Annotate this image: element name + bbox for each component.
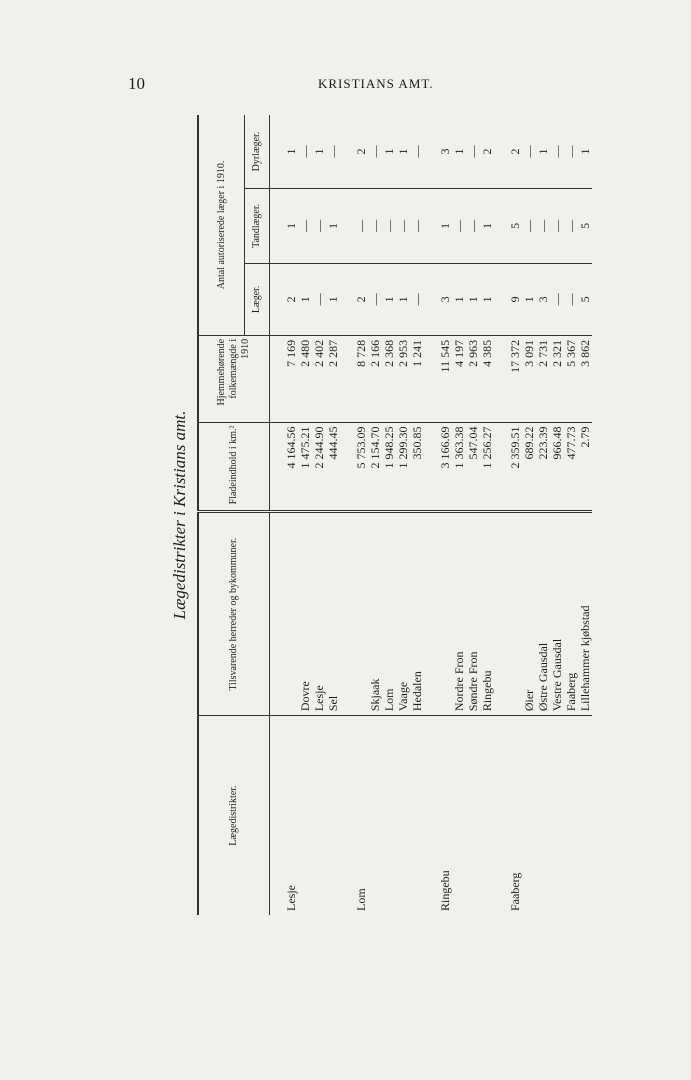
municipality-population: 2 321 [550,335,564,422]
row-district-blank [382,716,396,915]
municipality-veterinarians: 1 [536,148,550,155]
district-area: 3 166.69 [438,422,452,512]
row-district-blank [410,716,424,915]
row-district-blank [536,716,550,915]
spacer-row [340,115,354,915]
municipality-row [466,115,480,915]
col-area: Fladeindhold i km.² [198,422,270,512]
row-district-blank [312,716,326,915]
municipality-veterinarians: — [522,145,536,158]
municipality-dentists: — [522,189,536,264]
municipality-veterinarians: — [410,145,424,158]
row-district-blank [368,716,382,915]
municipality-physicians: 5 [578,263,592,335]
municipality-name: Dovre [298,512,312,716]
spacer-row [494,115,508,915]
district-dentists: 1 [438,189,452,264]
municipality-population: 2 953 [396,335,410,422]
district-population: 17 372 [508,335,522,422]
municipality-row [396,115,410,915]
municipality-name: Faaberg [564,512,578,716]
municipality-veterinarians: — [550,145,564,158]
district-area: 4 164.56 [284,422,298,512]
municipality-physicians: 3 [536,263,550,335]
municipality-physicians: — [410,263,424,335]
municipality-area: 547.04 [466,422,480,512]
district-total-row [354,115,368,915]
district-population: 11 545 [438,335,452,422]
municipality-physicians: 1 [466,263,480,335]
municipality-area: 444.45 [326,422,340,512]
col-physicians: Læger. [245,263,270,335]
municipality-area: 2.79 [578,422,592,512]
row-district-blank [452,716,466,915]
municipality-name: Hedalen [410,512,424,716]
municipality-name: Østre Gausdal [536,512,550,716]
municipality-name: Vestre Gausdal [550,512,564,716]
municipality-population: 1 241 [410,335,424,422]
municipality-veterinarians: — [564,145,578,158]
municipality-area: 2 244.90 [312,422,326,512]
row-district-blank [578,716,592,915]
doctors-table [197,115,633,915]
municipality-row [550,115,564,915]
municipality-row [326,115,340,915]
col-municipalities: Tilsvarende herreder og bykommuner. [198,512,270,716]
row-district-blank [480,716,494,915]
municipality-dentists: — [382,189,396,264]
municipality-dentists: 5 [578,189,592,264]
municipality-physicians: 1 [326,263,340,335]
district-physicians: 3 [438,263,452,335]
municipality-physicians: 1 [480,263,494,335]
spacer-row [424,115,438,915]
municipality-dentists: 1 [480,189,494,264]
district-name: Faaberg [508,872,522,911]
municipality-row [536,115,550,915]
district-veterinarians: 3 [438,148,452,155]
municipality-physicians: 1 [522,263,536,335]
municipality-veterinarians: 2 [480,148,494,155]
municipality-name: Lillehammer kjøbstad [578,512,592,716]
municipality-row [578,115,592,915]
col-population: Hjemmehørende folkemængde i 1910 [198,335,270,422]
district-total-row [438,115,452,915]
municipality-population: 3 091 [522,335,536,422]
municipality-name: Nordre Fron [452,512,466,716]
row-district-blank [466,716,480,915]
municipality-veterinarians: 1 [578,148,592,155]
row-district-blank [326,716,340,915]
municipality-area: 1 299.30 [396,422,410,512]
row-district-blank [396,716,410,915]
rotated-table-block [163,115,633,915]
municipality-population: 2 166 [368,335,382,422]
municipality-area: 223.39 [536,422,550,512]
municipality-area: 1 256.27 [480,422,494,512]
district-total-row [284,115,298,915]
municipality-row [312,115,326,915]
district-physicians: 9 [508,263,522,335]
district-population: 8 728 [354,335,368,422]
district-name: Lesje [284,885,298,911]
municipality-name: Skjaak [368,512,382,716]
page-number: 10 [128,74,145,93]
municipality-area: 966.48 [550,422,564,512]
table-body [270,115,593,915]
row-district-blank [298,716,312,915]
district-veterinarians: 2 [354,148,368,155]
district-municipality-blank [284,512,298,716]
municipality-physicians: 1 [396,263,410,335]
municipality-population: 2 731 [536,335,550,422]
municipality-population: 5 367 [564,335,578,422]
municipality-area: 1 948.25 [382,422,396,512]
municipality-population: 4 197 [452,335,466,422]
row-district-blank [564,716,578,915]
municipality-population: 3 862 [578,335,592,422]
municipality-row [382,115,396,915]
district-area: 5 753.09 [354,422,368,512]
municipality-veterinarians: 1 [452,148,466,155]
district-veterinarians: 1 [284,148,298,155]
municipality-dentists: — [410,189,424,264]
municipality-physicians: — [550,263,564,335]
district-dentists: 5 [508,189,522,264]
municipality-population: 2 368 [382,335,396,422]
municipality-physicians: 1 [298,263,312,335]
municipality-row [452,115,466,915]
municipality-dentists: — [452,189,466,264]
row-district-blank [522,716,536,915]
municipality-veterinarians: 1 [312,148,326,155]
district-municipality-blank [438,512,452,716]
district-dentists: 1 [284,189,298,264]
municipality-area: 2 154.70 [368,422,382,512]
municipality-area: 1 475.21 [298,422,312,512]
municipality-population: 2 963 [466,335,480,422]
district-physicians: 2 [354,263,368,335]
municipality-veterinarians: — [326,145,340,158]
col-doctors-group: Antal autoriserede læger i 1910. [198,115,245,335]
municipality-dentists: — [312,189,326,264]
municipality-population: 2 287 [326,335,340,422]
municipality-dentists: — [396,189,410,264]
municipality-population: 4 385 [480,335,494,422]
municipality-dentists: — [368,189,382,264]
municipality-dentists: — [466,189,480,264]
municipality-area: 477.73 [564,422,578,512]
row-district-blank [550,716,564,915]
col-district: Lægedistrikter. [198,716,270,915]
district-name: Lom [354,888,368,911]
municipality-name: Søndre Fron [466,512,480,716]
municipality-physicians: — [564,263,578,335]
col-dentists: Tandlæger. [245,189,270,264]
municipality-veterinarians: — [466,145,480,158]
municipality-physicians: — [312,263,326,335]
district-total-row [508,115,522,915]
municipality-name: Lesje [312,512,326,716]
municipality-dentists: — [550,189,564,264]
municipality-population: 2 480 [298,335,312,422]
municipality-row [564,115,578,915]
municipality-row [410,115,424,915]
district-name: Ringebu [438,870,452,911]
district-municipality-blank [354,512,368,716]
municipality-name: Vaage [396,512,410,716]
district-municipality-blank [508,512,522,716]
municipality-area: 1 363.38 [452,422,466,512]
municipality-physicians: 1 [382,263,396,335]
table-title: Lægedistrikter i Kristians amt. [170,410,189,620]
spacer-row [270,115,285,915]
municipality-row [522,115,536,915]
municipality-dentists: 1 [326,189,340,264]
district-dentists: — [354,189,368,264]
district-area: 2 359.51 [508,422,522,512]
municipality-veterinarians: — [298,145,312,158]
district-physicians: 2 [284,263,298,335]
municipality-dentists: — [536,189,550,264]
municipality-physicians: 1 [452,263,466,335]
municipality-physicians: — [368,263,382,335]
municipality-population: 2 402 [312,335,326,422]
municipality-area: 689.22 [522,422,536,512]
municipality-name: Ringebu [480,512,494,716]
district-veterinarians: 2 [508,148,522,155]
municipality-row [480,115,494,915]
page-header: KRISTIANS AMT. [318,76,434,91]
municipality-veterinarians: — [368,145,382,158]
municipality-area: 350.85 [410,422,424,512]
municipality-veterinarians: 1 [396,148,410,155]
municipality-dentists: — [298,189,312,264]
municipality-row [368,115,382,915]
municipality-name: Lom [382,512,396,716]
col-veterinarians: Dyrlæger. [245,115,270,189]
municipality-veterinarians: 1 [382,148,396,155]
municipality-name: Sel [326,512,340,716]
municipality-row [298,115,312,915]
municipality-name: Øier [522,512,536,716]
district-population: 7 169 [284,335,298,422]
municipality-dentists: — [564,189,578,264]
